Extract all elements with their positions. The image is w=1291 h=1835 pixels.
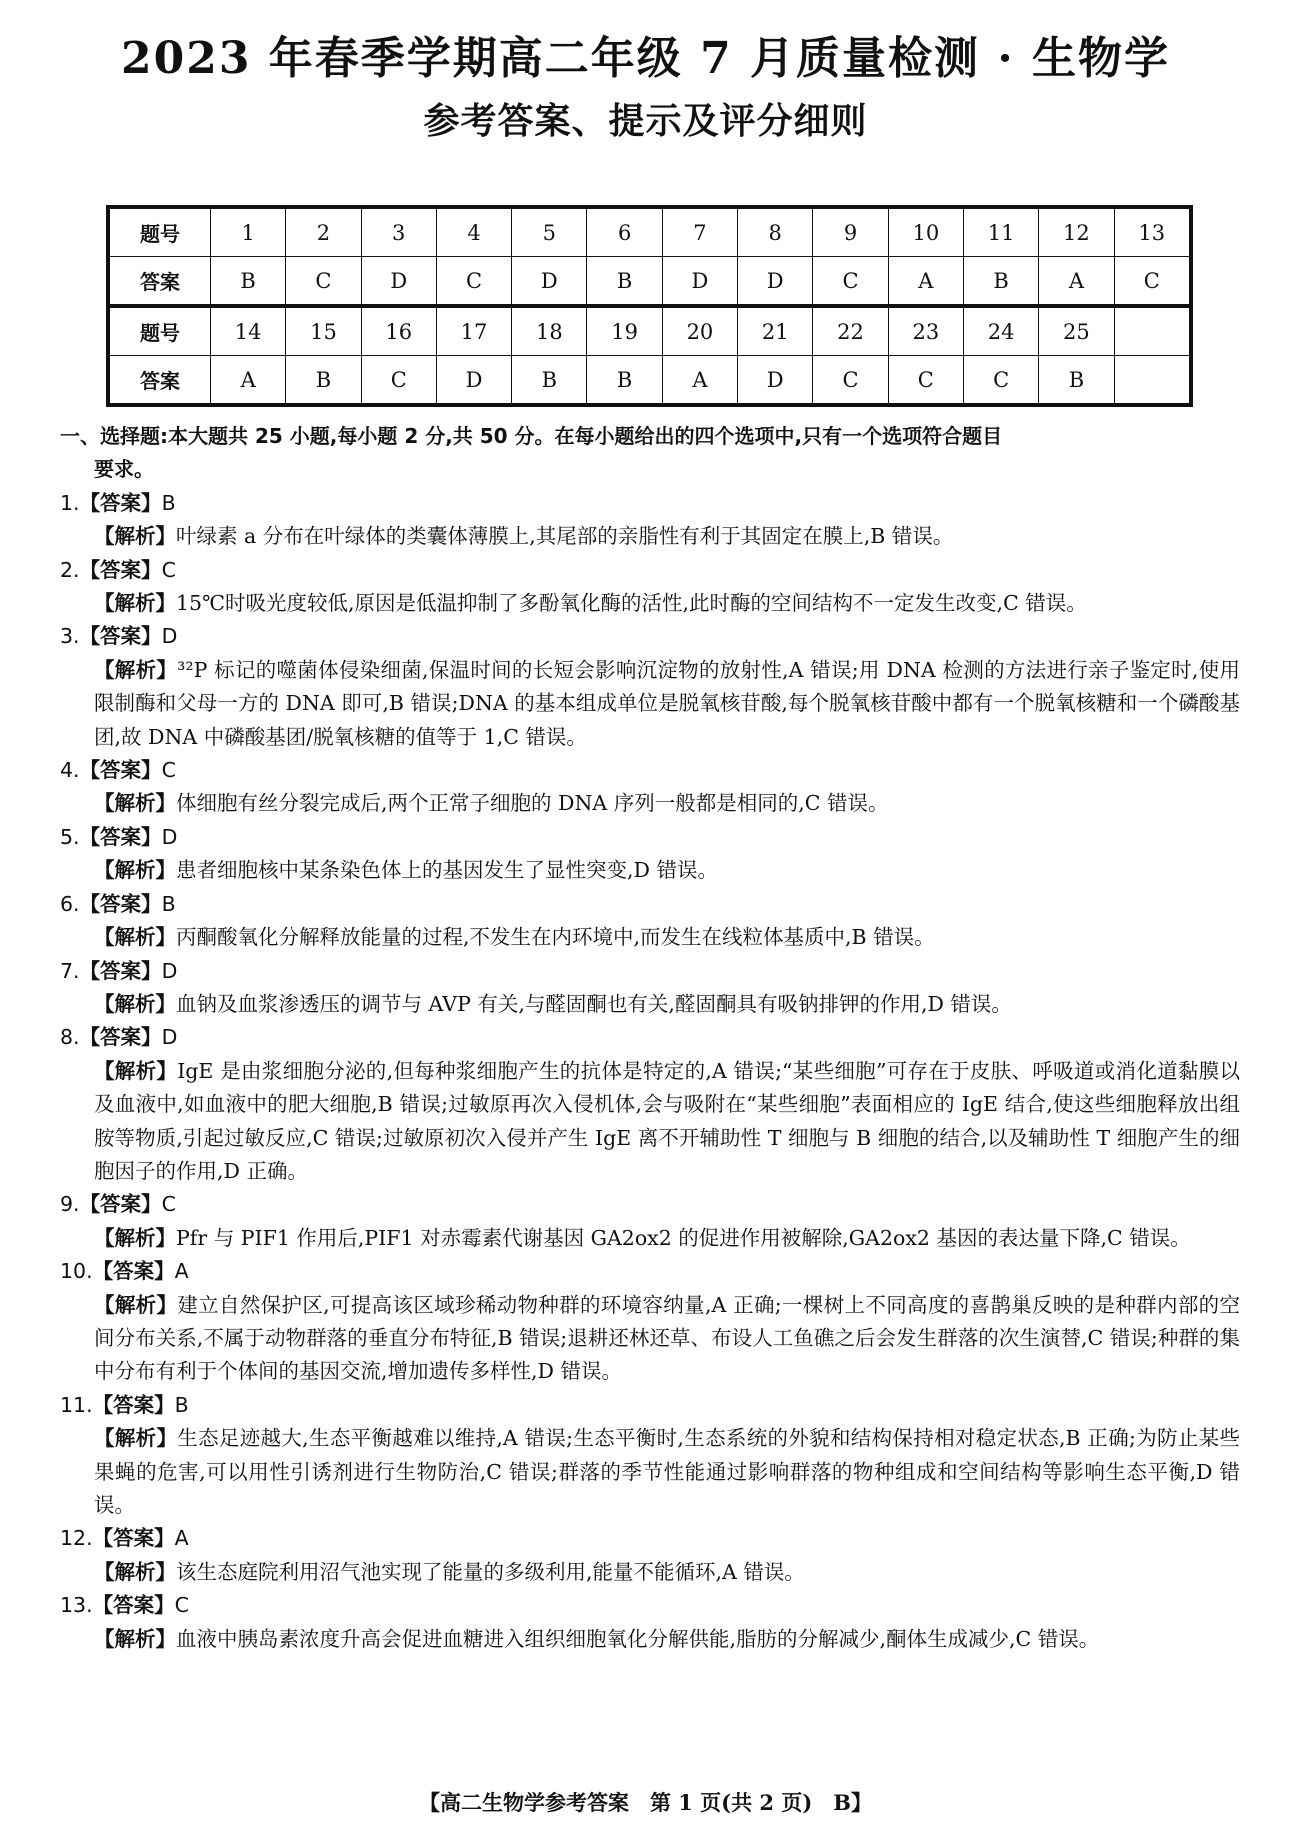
- question-number-cell: 1: [211, 209, 286, 257]
- question-number-cell: 22: [813, 307, 888, 356]
- answer-label: 【答案】: [79, 758, 162, 783]
- question-number-cell: 4: [436, 209, 511, 257]
- answer-content: [60, 420, 1240, 1656]
- explanation-line: [60, 1422, 1240, 1522]
- question-number-cell: 11: [963, 209, 1038, 257]
- item-number: 5.: [60, 824, 80, 849]
- explanation-line: [60, 988, 1240, 1021]
- explanation-label: 【解析】: [94, 1559, 176, 1584]
- answer-value: D: [161, 824, 178, 849]
- explanation-text: 建立自然保护区,可提高该区域珍稀动物种群的环境容纳量,A 正确;一棵树上不同高度的喜鹊巢反映的是种群内部的空间分布关系,不属于动物群落的垂直分布特征,B 错误;退耕还林还草、布设人工鱼礁之后会发生群落的次生演替,C 错误;种群的集中分布有利于个体间的基因交流,增加遗传多样性,D 错误。: [94, 1292, 1240, 1384]
- section-heading: [60, 420, 1240, 487]
- item-number: 1.: [60, 490, 80, 515]
- question-number-cell: [1114, 307, 1189, 356]
- explanation-text: 叶绿素 a 分布在叶绿体的类囊体薄膜上,其尾部的亲脂性有利于其固定在膜上,B 错误。: [176, 524, 954, 549]
- answer-item: [60, 888, 1240, 955]
- explanation-text: 血钠及血浆渗透压的调节与 AVP 有关,与醛固酮也有关,醛固酮具有吸钠排钾的作用,D 错误。: [176, 991, 1012, 1016]
- explanation-text: 患者细胞核中某条染色体上的基因发生了显性突变,D 错误。: [176, 858, 718, 883]
- answer-value: A: [174, 1259, 189, 1284]
- answer-cell: C: [286, 257, 361, 305]
- answer-cell: B: [211, 257, 286, 305]
- question-number-cell: 12: [1039, 209, 1114, 257]
- item-number: 7.: [60, 958, 80, 983]
- answer-label: 【答案】: [79, 824, 162, 849]
- answer-item: [60, 554, 1240, 621]
- answer-cell: C: [813, 257, 888, 305]
- explanation-text: 体细胞有丝分裂完成后,两个正常子细胞的 DNA 序列一般都是相同的,C 错误。: [176, 791, 889, 816]
- question-number-cell: 3: [361, 209, 436, 257]
- answer-line: [60, 554, 1240, 587]
- explanation-label: 【解析】: [94, 858, 176, 883]
- answer-item: [60, 955, 1240, 1022]
- answer-items: [60, 487, 1240, 1656]
- explanation-label: 【解析】: [94, 1426, 178, 1451]
- explanation-label: 【解析】: [94, 791, 176, 816]
- row-label-question: 题号: [110, 209, 211, 257]
- row-label-answer: 答案: [110, 356, 211, 404]
- question-number-cell: 6: [587, 209, 662, 257]
- explanation-label: 【解析】: [94, 991, 176, 1016]
- explanation-label: 【解析】: [94, 925, 176, 950]
- answer-row: [110, 356, 1190, 404]
- question-number-cell: 19: [587, 307, 662, 356]
- answer-cell: D: [738, 257, 813, 305]
- answer-label: 【答案】: [79, 891, 162, 916]
- answer-label: 【答案】: [79, 958, 162, 983]
- item-number: 13.: [60, 1593, 93, 1618]
- question-number-cell: 9: [813, 209, 888, 257]
- answer-label: 【答案】: [79, 557, 162, 582]
- explanation-line: [60, 1556, 1240, 1589]
- answer-cell: C: [436, 257, 511, 305]
- answer-cell: A: [888, 257, 963, 305]
- item-number: 6.: [60, 891, 80, 916]
- answer-cell: D: [361, 257, 436, 305]
- question-number-cell: 25: [1039, 307, 1114, 356]
- question-number-cell: 16: [361, 307, 436, 356]
- answer-label: 【答案】: [79, 1025, 162, 1050]
- answer-cell: A: [662, 356, 737, 404]
- explanation-text: IgE 是由浆细胞分泌的,但每种浆细胞产生的抗体是特定的,A 错误;“某些细胞”可存在于皮肤、呼吸道或消化道黏膜以及血液中,如血液中的肥大细胞,B 错误;过敏原再次入侵机体,会与吸附在“某些细胞”表面相应的 IgE 结合,使这些细胞释放出组胺等物质,引起过敏反应,C 错误;过敏原初次入侵并产生 IgE 离不开辅助性 T 细胞与 B 细胞的结合,以及辅助性 T 细胞产生的细胞因子的作用,D 正确。: [94, 1058, 1241, 1183]
- answer-cell: A: [1039, 257, 1114, 305]
- answer-label: 【答案】: [92, 1526, 175, 1551]
- answer-cell: D: [738, 356, 813, 404]
- answer-line: [60, 754, 1240, 787]
- item-number: 9.: [60, 1192, 80, 1217]
- answer-item: [60, 487, 1240, 554]
- answer-line: [60, 1522, 1240, 1555]
- explanation-line: [60, 1623, 1240, 1656]
- answer-value: B: [161, 891, 176, 916]
- question-number-cell: 14: [211, 307, 286, 356]
- item-number: 3.: [60, 624, 80, 649]
- question-number-cell: 15: [286, 307, 361, 356]
- explanation-text: 血液中胰岛素浓度升高会促进血糖进入组织细胞氧化分解供能,脂肪的分解减少,酮体生成减少,C 错误。: [176, 1626, 1100, 1651]
- explanation-line: [60, 1289, 1240, 1389]
- section-heading-line1: 一、选择题:本大题共 25 小题,每小题 2 分,共 50 分。在每小题给出的四个选项中,只有一个选项符合题目: [60, 424, 1003, 448]
- answer-value: C: [161, 557, 176, 582]
- answer-cell: C: [888, 356, 963, 404]
- question-number-row: [110, 209, 1190, 257]
- answer-item: [60, 821, 1240, 888]
- question-number-cell: 17: [436, 307, 511, 356]
- explanation-text: 该生态庭院利用沼气池实现了能量的多级利用,能量不能循环,A 错误。: [176, 1559, 805, 1584]
- answer-item: [60, 1255, 1240, 1389]
- answer-label: 【答案】: [92, 1392, 175, 1417]
- answer-label: 【答案】: [79, 490, 162, 515]
- answer-cell: B: [1039, 356, 1114, 404]
- explanation-text: 丙酮酸氧化分解释放能量的过程,不发生在内环境中,而发生在线粒体基质中,B 错误。: [176, 925, 935, 950]
- answer-block-1: [110, 209, 1190, 305]
- question-number-cell: 20: [662, 307, 737, 356]
- answer-cell: B: [963, 257, 1038, 305]
- question-number-cell: 10: [888, 209, 963, 257]
- explanation-text: ³²P 标记的噬菌体侵染细菌,保温时间的长短会影响沉淀物的放射性,A 错误;用 DNA 检测的方法进行亲子鉴定时,使用限制酶和父母一方的 DNA 即可,B 错误;DNA 的基本组成单位是脱氧核苷酸,每个脱氧核苷酸中都有一个脱氧核糖和一个磷酸基团,故 DNA 中磷酸基团/脱氧核糖的值等于 1,C 错误。: [94, 657, 1241, 749]
- section-heading-line2: 要求。: [94, 457, 154, 482]
- item-number: 8.: [60, 1025, 80, 1050]
- answer-line: [60, 821, 1240, 854]
- answer-line: [60, 1389, 1240, 1422]
- question-number-cell: 7: [662, 209, 737, 257]
- answer-label: 【答案】: [92, 1593, 175, 1618]
- answer-value: C: [174, 1593, 189, 1618]
- question-number-row: [110, 307, 1190, 356]
- item-number: 4.: [60, 758, 80, 783]
- answer-label: 【答案】: [79, 624, 162, 649]
- answer-value: B: [174, 1392, 189, 1417]
- explanation-line: [60, 654, 1240, 754]
- answer-line: [60, 1188, 1240, 1221]
- answer-item: [60, 620, 1240, 754]
- answer-cell: B: [587, 356, 662, 404]
- answer-item: [60, 754, 1240, 821]
- answer-value: C: [161, 758, 176, 783]
- answer-line: [60, 1589, 1240, 1622]
- explanation-label: 【解析】: [94, 1225, 176, 1250]
- question-number-cell: 2: [286, 209, 361, 257]
- item-number: 11.: [60, 1392, 93, 1417]
- row-label-question: 题号: [110, 307, 211, 356]
- answer-cell: A: [211, 356, 286, 404]
- answer-row: [110, 257, 1190, 305]
- answer-cell: [1114, 356, 1189, 404]
- answer-line: [60, 487, 1240, 520]
- explanation-label: 【解析】: [94, 591, 176, 616]
- answer-item: [60, 1522, 1240, 1589]
- answer-block-2: [110, 307, 1190, 404]
- answer-item: [60, 1589, 1240, 1656]
- explanation-label: 【解析】: [94, 1058, 178, 1083]
- explanation-line: [60, 520, 1240, 553]
- question-number-cell: 13: [1114, 209, 1189, 257]
- answer-key-table: [106, 205, 1193, 407]
- row-label-answer: 答案: [110, 257, 211, 305]
- answer-line: [60, 1021, 1240, 1054]
- question-number-cell: 18: [512, 307, 587, 356]
- answer-value: A: [174, 1526, 189, 1551]
- answer-cell: B: [587, 257, 662, 305]
- answer-line: [60, 620, 1240, 653]
- explanation-line: [60, 921, 1240, 954]
- explanation-line: [60, 587, 1240, 620]
- answer-label: 【答案】: [92, 1259, 175, 1284]
- answer-value: B: [161, 490, 176, 515]
- question-number-cell: 5: [512, 209, 587, 257]
- answer-label: 【答案】: [79, 1192, 162, 1217]
- explanation-line: [60, 1055, 1240, 1189]
- answer-line: [60, 888, 1240, 921]
- question-number-cell: 24: [963, 307, 1038, 356]
- explanation-label: 【解析】: [94, 657, 178, 682]
- explanation-label: 【解析】: [94, 1292, 178, 1317]
- explanation-line: [60, 787, 1240, 820]
- answer-line: [60, 955, 1240, 988]
- explanation-line: [60, 854, 1240, 887]
- answer-item: [60, 1188, 1240, 1255]
- item-number: 12.: [60, 1526, 93, 1551]
- answer-value: D: [161, 958, 178, 983]
- item-number: 10.: [60, 1259, 93, 1284]
- answer-cell: D: [662, 257, 737, 305]
- answer-cell: C: [1114, 257, 1189, 305]
- answer-item: [60, 1021, 1240, 1188]
- explanation-label: 【解析】: [94, 524, 176, 549]
- question-number-cell: 21: [738, 307, 813, 356]
- explanation-text: 15℃时吸光度较低,原因是低温抑制了多酚氧化酶的活性,此时酶的空间结构不一定发生改变,C 错误。: [176, 591, 1087, 616]
- page-footer: 【高二生物学参考答案 第 1 页(共 2 页) B】: [418, 1790, 873, 1815]
- question-number-cell: 8: [738, 209, 813, 257]
- answer-cell: B: [286, 356, 361, 404]
- answer-cell: B: [512, 356, 587, 404]
- page-title: 2023 年春季学期高二年级 7 月质量检测 · 生物学: [121, 33, 1170, 84]
- explanation-label: 【解析】: [94, 1626, 176, 1651]
- answer-value: D: [161, 1025, 178, 1050]
- answer-cell: D: [512, 257, 587, 305]
- answer-cell: C: [963, 356, 1038, 404]
- question-number-cell: 23: [888, 307, 963, 356]
- answer-line: [60, 1255, 1240, 1288]
- answer-cell: C: [813, 356, 888, 404]
- answer-cell: D: [436, 356, 511, 404]
- explanation-text: 生态足迹越大,生态平衡越难以维持,A 错误;生态平衡时,生态系统的外貌和结构保持相对稳定状态,B 正确;为防止某些果蝇的危害,可以用性引诱剂进行生物防治,C 错误;群落的季节性能通过影响群落的物种组成和空间结构等影响生态平衡,D 错误。: [94, 1426, 1240, 1517]
- answer-cell: C: [361, 356, 436, 404]
- answer-value: C: [161, 1192, 176, 1217]
- answer-value: D: [161, 624, 178, 649]
- explanation-line: [60, 1222, 1240, 1255]
- answer-item: [60, 1389, 1240, 1523]
- explanation-text: Pfr 与 PIF1 作用后,PIF1 对赤霉素代谢基因 GA2ox2 的促进作用被解除,GA2ox2 基因的表达量下降,C 错误。: [176, 1225, 1191, 1250]
- page-subtitle: 参考答案、提示及评分细则: [423, 100, 868, 142]
- item-number: 2.: [60, 557, 80, 582]
